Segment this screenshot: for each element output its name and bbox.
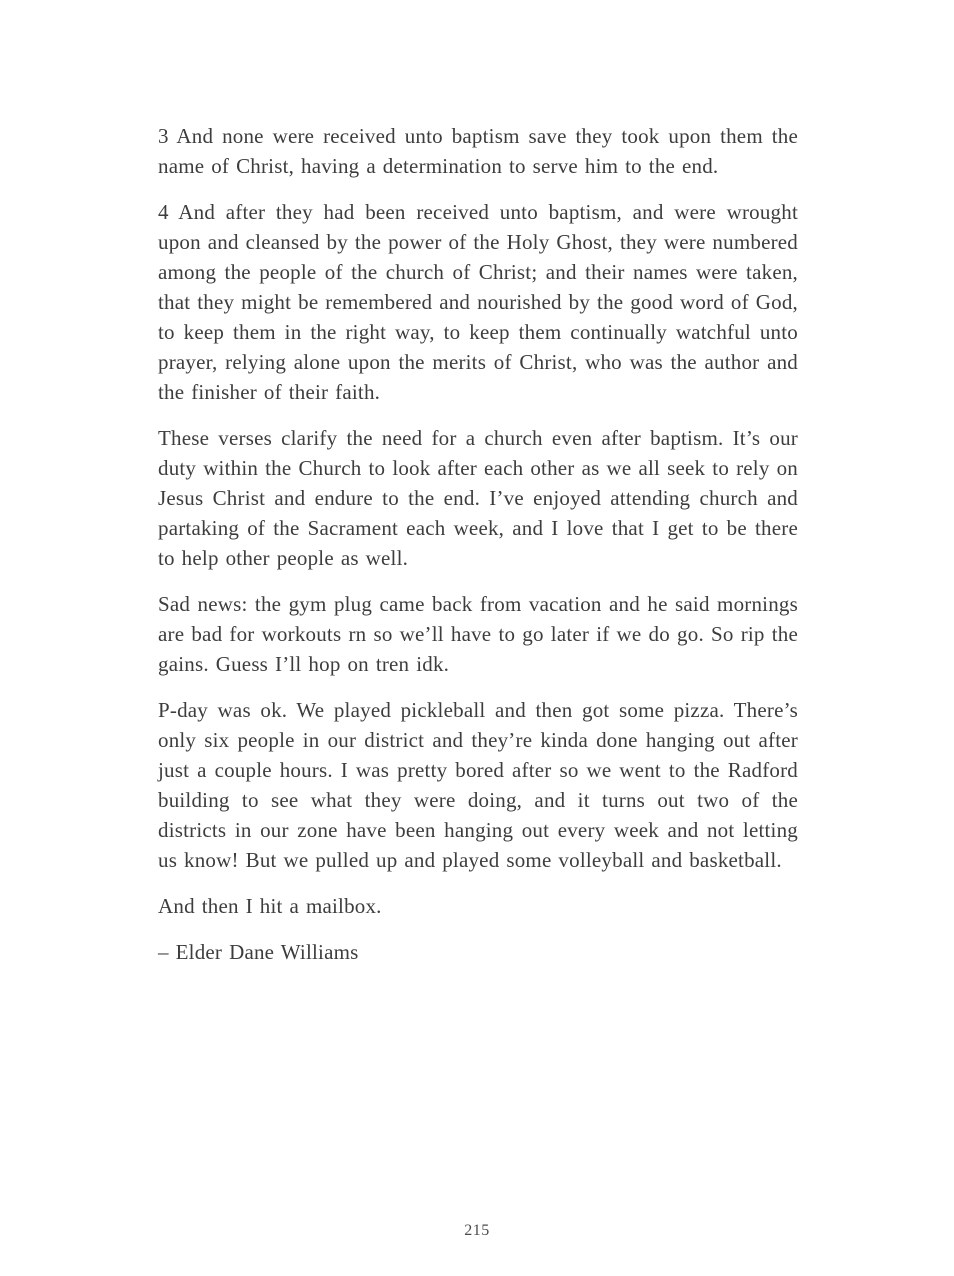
paragraph-p-day: P-day was ok. We played pickleball and then got some pizza. There’s only six people in our district and they’re kinda done hanging out after just a couple hours. I was pretty bored after so we went to the Radford building to see what they were doing, and it turns out two of the districts in our zone have been hanging out every week and not letting us know! But we pulled up and played some volleyball and basketball.: [158, 698, 798, 872]
paragraph-verse-3: 3 And none were received unto baptism save they took upon them the name of Christ, having a determination to serve him to the end.: [158, 124, 798, 178]
paragraph-verse-4: 4 And after they had been received unto baptism, and were wrought upon and cleansed by the power of the Holy Ghost, they were numbered among the people of the church of Christ; and their names were taken, that they might be remembered and nourished by the good word of God, to keep them in the right way, to keep them continually watchful unto prayer, relying alone upon the merits of Christ, who was the author and the finisher of their faith.: [158, 200, 798, 404]
paragraph-sad-news: Sad news: the gym plug came back from vacation and he said mornings are bad for workouts rn so we’ll have to go later if we do go. So rip the gains. Guess I’ll hop on tren idk.: [158, 592, 798, 676]
signature-line: – Elder Dane Williams: [158, 940, 359, 964]
page-number: 215: [464, 1222, 490, 1239]
text-block: [158, 121, 798, 967]
paragraph-commentary: These verses clarify the need for a church even after baptism. It’s our duty within the Church to look after each other as we all seek to rely on Jesus Christ and endure to the end. I’ve enjoyed attending church and partaking of the Sacrament each week, and I love that I get to be there to help other people as well.: [158, 426, 798, 570]
paragraph-mailbox: And then I hit a mailbox.: [158, 894, 382, 918]
